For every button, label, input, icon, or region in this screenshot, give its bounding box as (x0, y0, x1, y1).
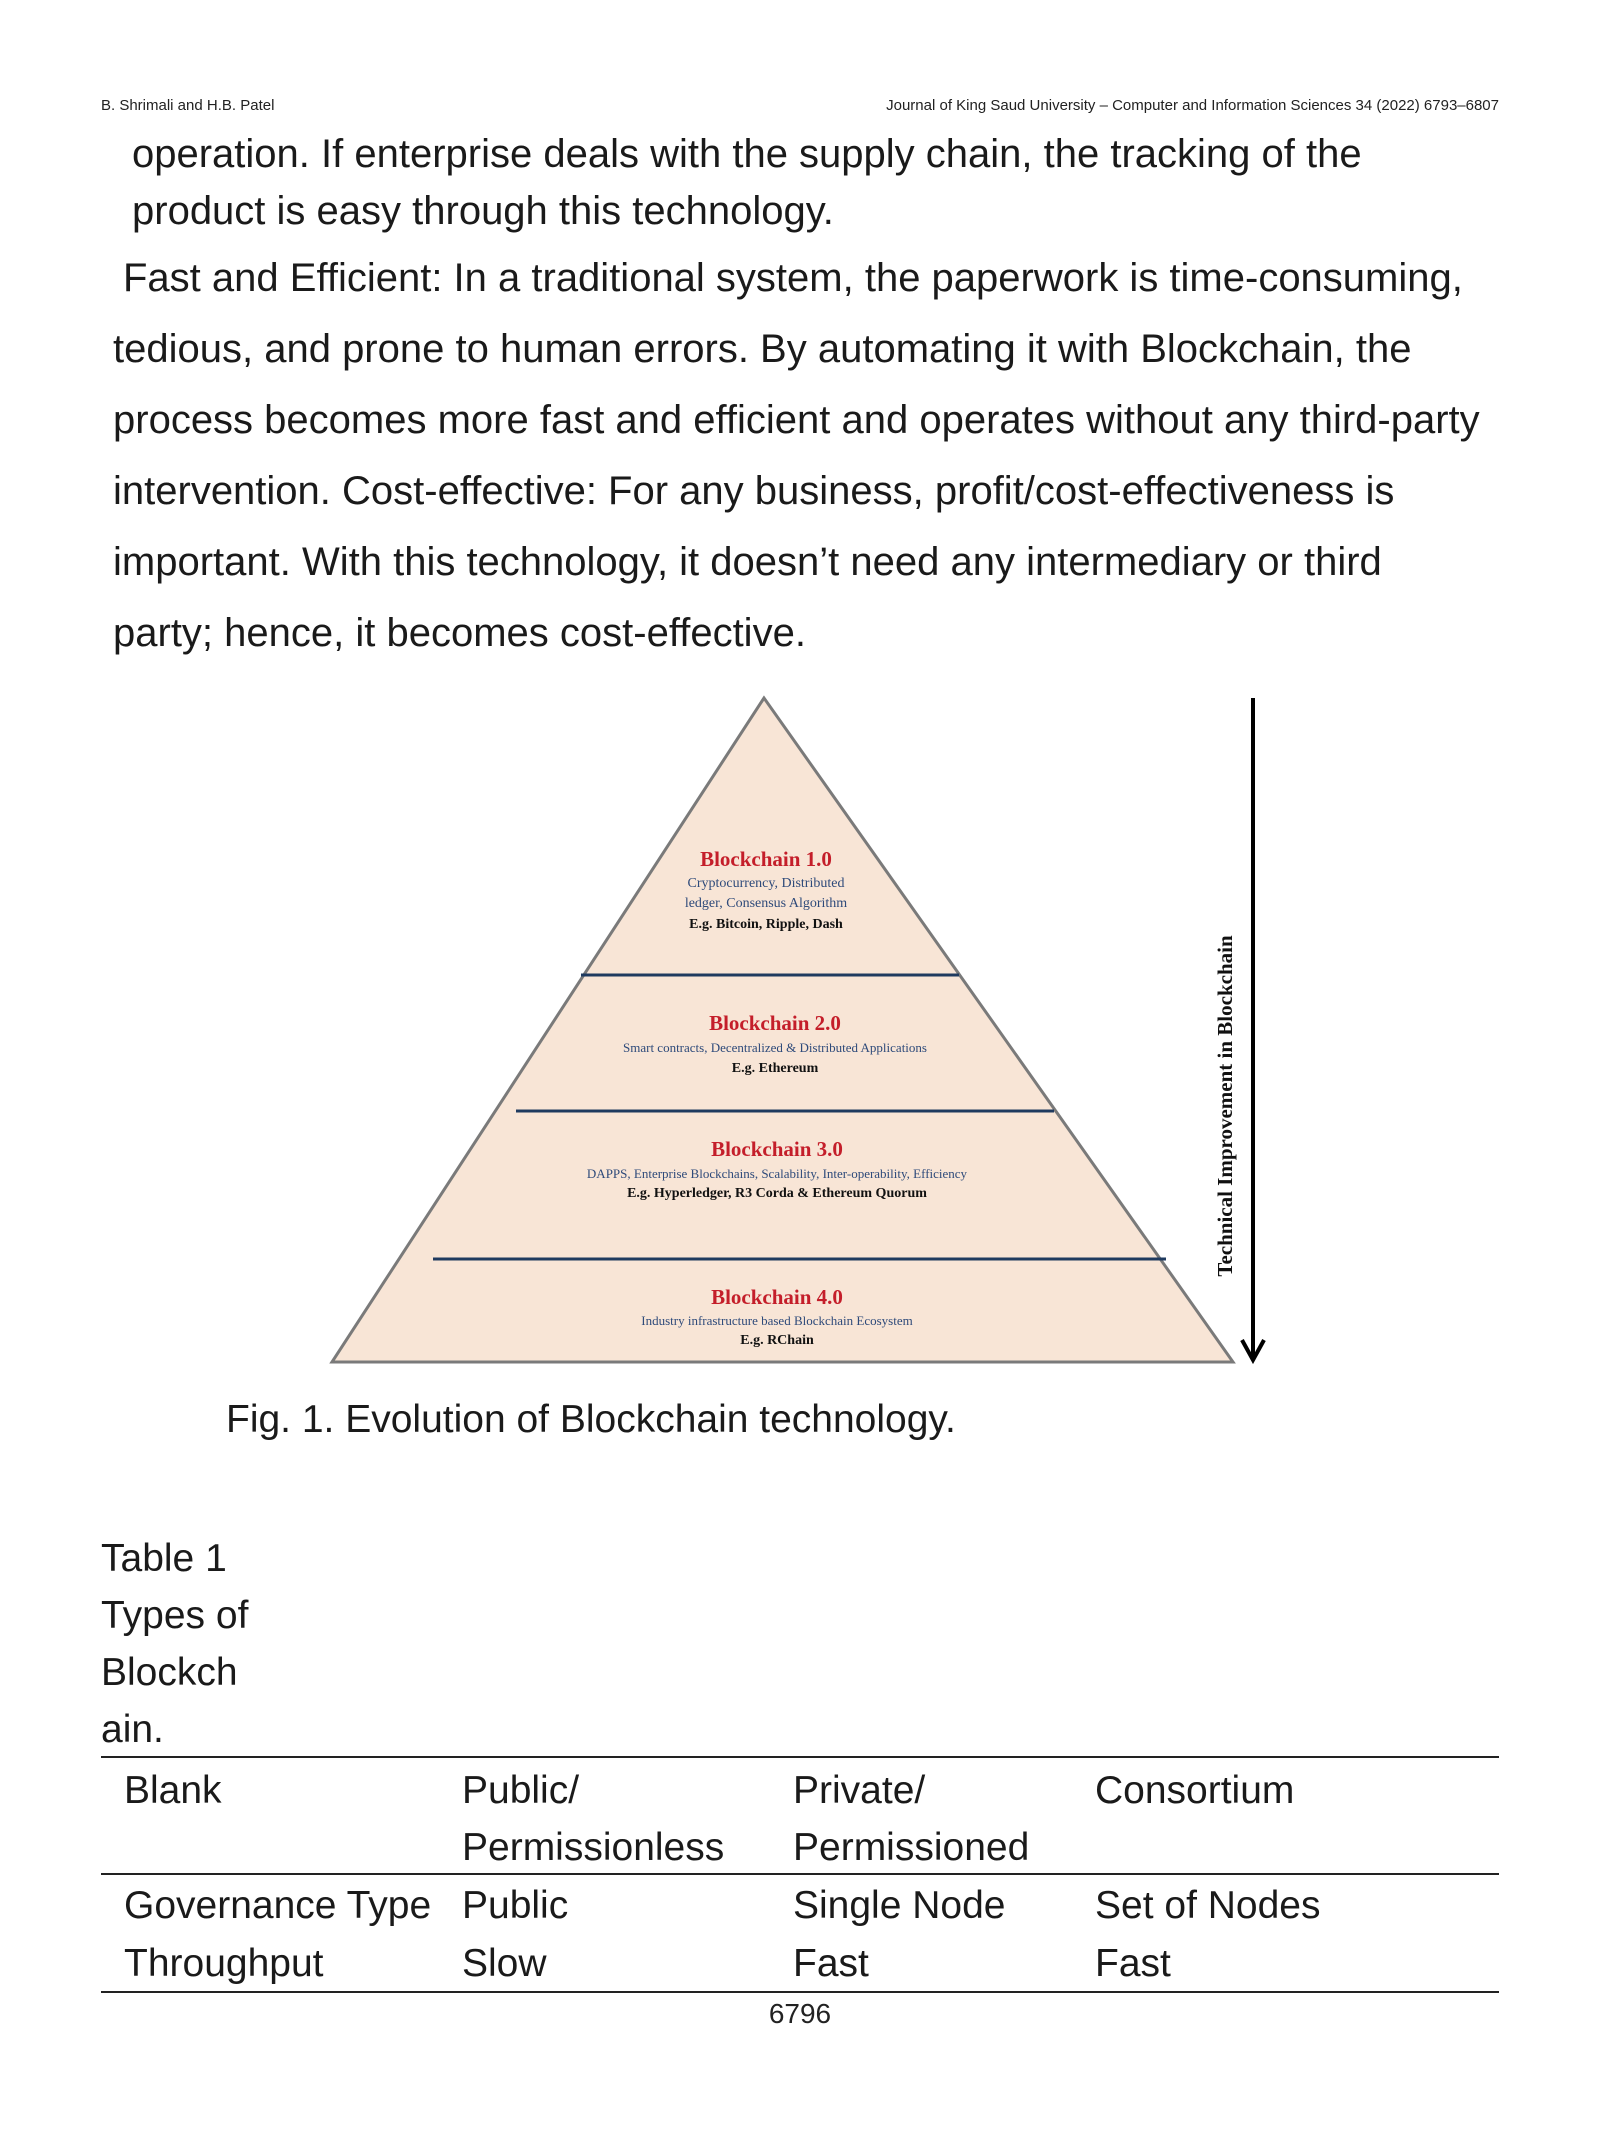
level-2-title: Blockchain 2.0 (709, 1011, 841, 1035)
header-line: Permissioned (793, 1826, 1030, 1869)
text-line: operation. If enterprise deals with the supply chain, the tracking of the (132, 132, 1362, 176)
table-top-rule (101, 1756, 1499, 1758)
text-line: product is easy through this technology. (132, 189, 834, 233)
table-header-cell: Consortium (1095, 1769, 1295, 1812)
page-number: 6796 (768, 1998, 832, 2029)
text-line: intervention. Cost-effective: For any business, profit/cost-effectiveness is (113, 469, 1395, 513)
level-2-example: E.g. Ethereum (731, 1061, 819, 1076)
blockchain-evolution-pyramid (320, 690, 1270, 1380)
table-label-line: Types of (101, 1594, 249, 1637)
text-line: important. With this technology, it doesn’t need any intermediary or third (113, 540, 1382, 584)
level-3-example: E.g. Hyperledger, R3 Corda & Ethereum Quorum (627, 1186, 927, 1201)
table-cell: Governance Type (124, 1884, 432, 1927)
level-1-description: Cryptocurrency, Distributed (687, 876, 845, 891)
running-header-journal: Journal of King Saud University – Computer and Information Sciences 34 (2022) 6793–6807 (886, 97, 1499, 114)
improvement-arrow-label: Technical Improvement in Blockchain (1213, 935, 1237, 1277)
figure-caption: Fig. 1. Evolution of Blockchain technology. (226, 1398, 956, 1441)
table-cell: Slow (462, 1942, 547, 1985)
table-label-line: Blockch (101, 1651, 238, 1694)
header-line: Permissionless (462, 1826, 725, 1869)
table-cell: Public (462, 1884, 569, 1927)
level-3-title: Blockchain 3.0 (711, 1137, 843, 1161)
header-line: Private/ (793, 1769, 926, 1812)
table-cell: Single Node (793, 1884, 1006, 1927)
table-label-line: ain. (101, 1708, 164, 1751)
level-2-description: Smart contracts, Decentralized & Distributed Applications (623, 1040, 927, 1055)
paragraph-operation (132, 126, 1362, 240)
table-header-rule (101, 1873, 1499, 1875)
table-header-cell (462, 1762, 724, 1876)
level-1-title: Blockchain 1.0 (700, 847, 832, 871)
text-line: tedious, and prone to human errors. By automating it with Blockchain, the (113, 327, 1412, 371)
level-1-example: E.g. Bitcoin, Ripple, Dash (689, 917, 843, 932)
table-bottom-rule (101, 1991, 1499, 1993)
level-3-description: DAPPS, Enterprise Blockchains, Scalability, Inter-operability, Efficiency (586, 1166, 968, 1181)
paragraph-fast-efficient (113, 243, 1480, 669)
text-line: process becomes more fast and efficient and operates without any third-party (113, 398, 1480, 442)
header-line: Public/ (462, 1769, 580, 1812)
running-header-authors: B. Shrimali and H.B. Patel (101, 97, 275, 114)
level-1-description: ledger, Consensus Algorithm (684, 896, 848, 911)
table-cell: Fast (793, 1942, 869, 1985)
table-cell: Set of Nodes (1095, 1884, 1321, 1927)
text-line: Fast and Efficient: In a traditional system, the paperwork is time-consuming, (123, 256, 1463, 300)
table-header-cell (793, 1762, 1029, 1876)
level-4-description: Industry infrastructure based Blockchain Ecosystem (641, 1313, 913, 1328)
table-cell: Fast (1095, 1942, 1171, 1985)
table-cell: Throughput (124, 1942, 324, 1985)
table-label-line: Table 1 (101, 1537, 227, 1580)
table-header-cell: Blank (124, 1769, 222, 1812)
level-4-example: E.g. RChain (740, 1333, 814, 1348)
level-4-title: Blockchain 4.0 (711, 1285, 843, 1309)
text-line: party; hence, it becomes cost-effective. (113, 611, 806, 655)
table-label (101, 1530, 271, 1758)
